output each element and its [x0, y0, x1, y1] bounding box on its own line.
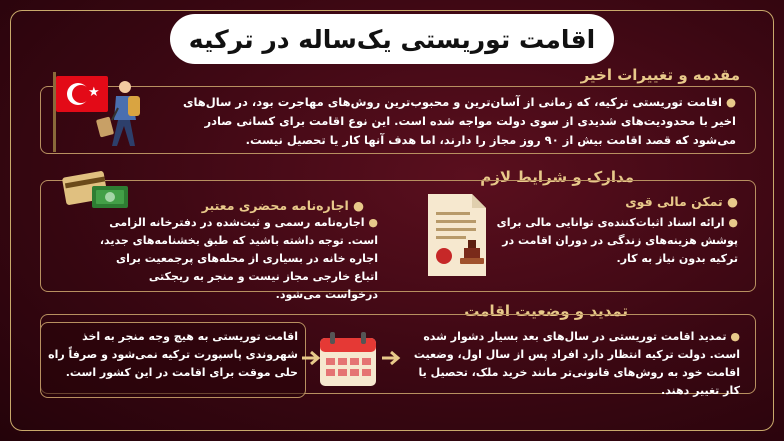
renewal-text-block: ● تمدید اقامت توریستی در سال‌های بعد بسیار دشوار شده است. دولت ترکیه انتظار دارد افراد پس از سال اول، وضعیت اقامت خود به روش‌های قانونی‌تر مانند خرید ملک، تحصیل یا کار تغییر دهند.: [413, 330, 740, 397]
renewal-text: تمدید اقامت توریستی در سال‌های بعد بسیار دشوار شده است. دولت ترکیه انتظار دارد افراد پس از سال اول، وضعیت اقامت خود به روش‌های قانونی‌تر مانند خرید ملک، تحصیل یا کار تغییر دهند.: [413, 330, 740, 397]
financial-title: ● تمکن مالی قوی: [625, 194, 738, 209]
title-banner: [170, 14, 614, 64]
docs-heading: مدارک و شرایط لازم: [480, 168, 634, 186]
renewal-heading: تمدید و وضعیت اقامت: [464, 302, 628, 320]
intro-text: اقامت توریستی ترکیه، که زمانی از آسان‌ترین و محبوب‌ترین روش‌های مهاجرت بود، در سال‌های اخیر با محدودیت‌های شدیدی از سوی دولت مواجه شده است. این نوع اقامت برای کسانی صادر می‌شود که قصد اقامت بیش از ۹۰ روز مجاز را دارند، اما هدف آنها کار یا تحصیل نیست.: [182, 95, 736, 147]
financial-text-block: ● ارائه اسناد اثبات‌کننده‌ی توانایی مالی برای پوشش هزینه‌های زندگی در دوران اقامت در ترکیه بدون نیاز به کار.: [496, 216, 738, 265]
financial-text: ارائه اسناد اثبات‌کننده‌ی توانایی مالی برای پوشش هزینه‌های زندگی در دوران اقامت در ترکیه بدون نیاز به کار.: [496, 216, 738, 265]
traveler-icon: [92, 78, 148, 150]
arrow-right-icon-2: [380, 348, 402, 368]
turkey-flag-icon: ★: [56, 76, 108, 112]
intro-heading: مقدمه و تغییرات اخیر: [580, 66, 740, 84]
lease-text: اجاره‌نامه رسمی و ثبت‌شده در دفترخانه الزامی است. توجه داشته باشید که طبق بخشنامه‌های جدید، اجاره خانه در بسیاری از محله‌های پرجمعیت برای اتباع خارجی مجاز نیست و منجر به ریجکتی درخواست می‌شود.: [99, 216, 378, 301]
page-title: اقامت توریستی یک‌ساله در ترکیه: [188, 24, 596, 54]
calendar-icon: [318, 330, 378, 388]
intro-text-block: ● اقامت توریستی ترکیه، که زمانی از آسان‌ترین و محبوب‌ترین روش‌های مهاجرت بود، در سال‌های اخیر با محدودیت‌های شدیدی از سوی دولت مواجه شده است. این نوع اقامت برای کسانی صادر می‌شود که قصد اقامت بیش از ۹۰ روز مجاز را دارند، اما هدف آنها کار یا تحصیل نیست.: [182, 95, 736, 147]
lease-title: ● اجاره‌نامه محضری معتبر: [201, 198, 364, 213]
certificate-icon: [424, 190, 498, 280]
renewal-note: اقامت توریستی به هیچ وجه منجر به اخذ شهروندی پاسپورت ترکیه نمی‌شود و صرفاً راه حلی موقت برای اقامت در این کشور است.: [48, 330, 298, 379]
lease-text-block: ● اجاره‌نامه رسمی و ثبت‌شده در دفترخانه الزامی است. توجه داشته باشید که طبق بخشنامه‌های جدید، اجاره خانه در بسیاری از محله‌های پرجمعیت برای اتباع خارجی مجاز نیست و منجر به ریجکتی درخواست می‌شود.: [99, 216, 378, 301]
